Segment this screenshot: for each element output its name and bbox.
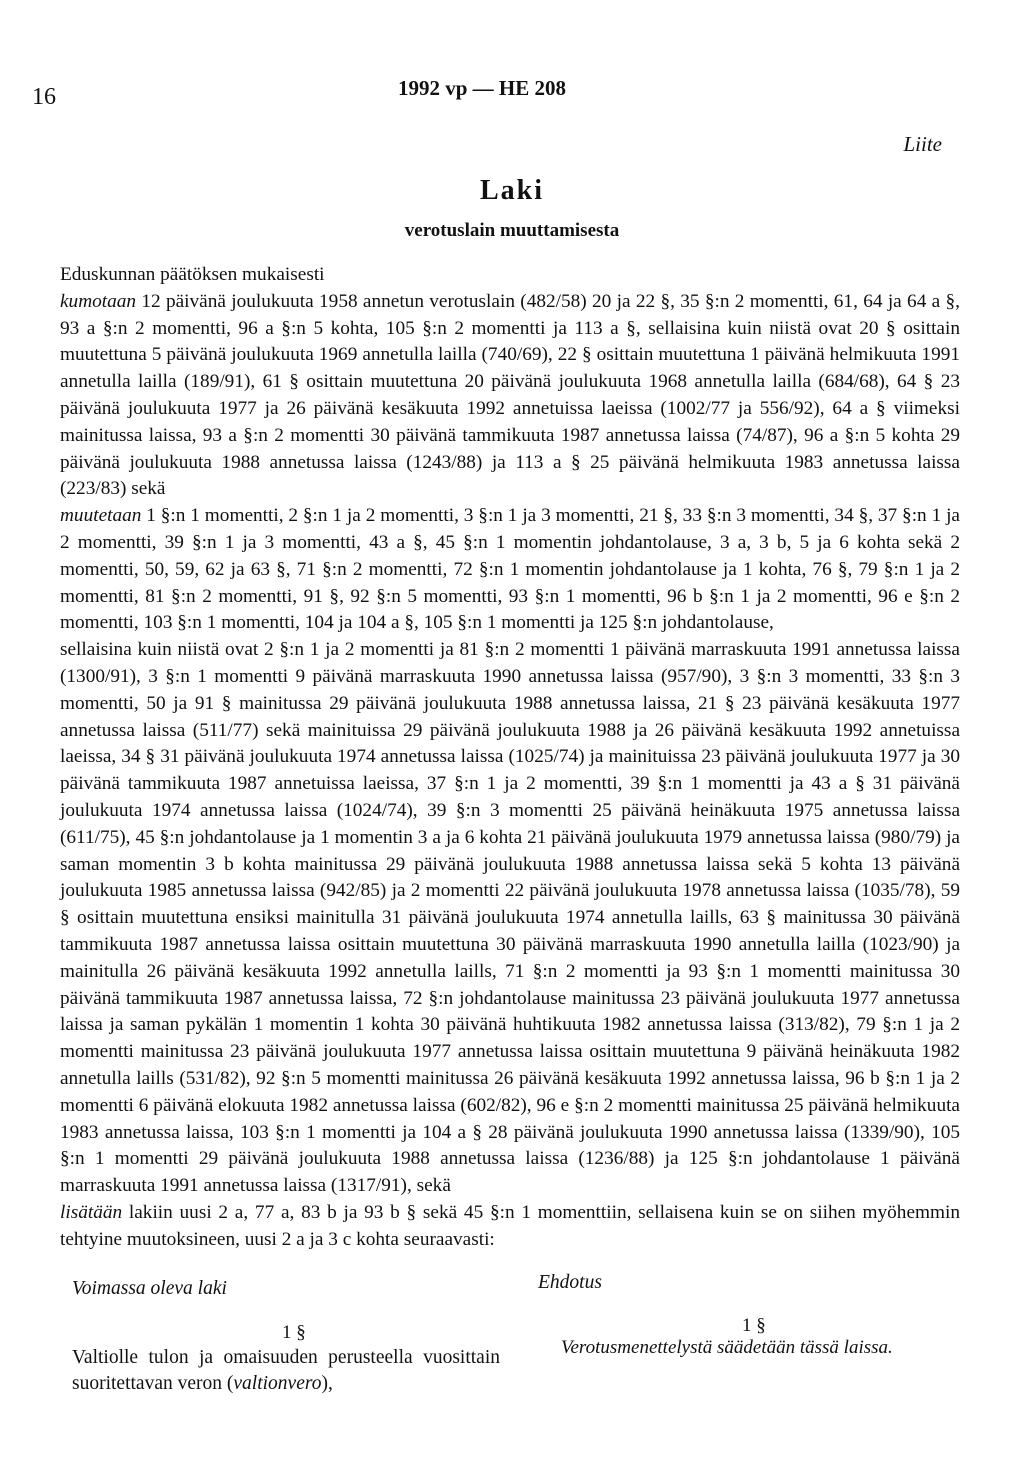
- current-law-text-term: valtionvero: [233, 1373, 322, 1394]
- add-paragraph: [60, 1200, 960, 1254]
- amend-text: 1 §:n 1 momentti, 2 §:n 1 ja 2 momentti, 3 §:n 1 ja 3 momentti, 21 §, 33 §:n 3 momentti, 34 §, 37 §:n 1 ja 2 momentti, 39 §:n 1 ja 3 momentti, 43 a §, 45 §:n 1 momentin johdantolause, 3 a, 3 b, 5 ja 6 kohta sekä 2 momentti, 50, 59, 62 ja 63 §, 71 §:n 2 momentti, 72 §:n 1 momentin johdantolause ja 1 kohta, 76 §, 79 §:n 1 ja 2 momentti, 81 §:n 2 momentti, 91 §, 92 §:n 5 momentti, 93 §:n 1 momentti, 96 b §:n 1 ja 2 momentti, 96 e §:n 2 momentti, 103 §:n 1 momentti, 104 ja 104 a §, 105 §:n 1 momentti ja 125 §:n johdantolause,: [60, 505, 960, 634]
- current-law-section-text: [72, 1345, 500, 1397]
- proposal-section-text: Verotusmenettelystä säädetään tässä laissa.: [561, 1337, 893, 1358]
- intro-paragraph: Eduskunnan päätöksen mukaisesti: [60, 264, 325, 285]
- add-text: lakiin uusi 2 a, 77 a, 83 b ja 93 b § sekä 45 §:n 1 momenttiin, sellaisena kuin se on siihen myöhemmin tehtyine muutoksineen, uusi 2 a ja 3 c kohta seuraavasti:: [60, 1201, 960, 1250]
- amend-paragraph: [60, 503, 960, 637]
- proposal-section-number: 1 §: [742, 1315, 766, 1336]
- current-law-heading: Voimassa oleva laki: [72, 1278, 227, 1299]
- law-title: Laki: [479, 175, 545, 206]
- repeal-keyword: kumotaan: [60, 290, 137, 312]
- current-law-text-start: Valtiolle tulon ja omaisuuden perusteella vuosittain suoritettavan veron (: [72, 1347, 500, 1394]
- law-body: [60, 262, 960, 1253]
- current-law-section-number: 1 §: [282, 1322, 306, 1343]
- add-keyword: lisätään: [60, 1201, 123, 1223]
- annex-label: Liite: [903, 132, 942, 156]
- repeal-text: 12 päivänä joulukuuta 1958 annetun verotuslain (482/58) 20 ja 22 §, 35 §:n 2 momentti, 61, 64 ja 64 a §, 93 a §:n 2 momentti, 96 a §:n 5 kohta, 105 §:n 2 momentti ja 113 a §, sellaisina kuin niistä ovat 20 § osittain muutettuna 5 päivänä joulukuuta 1969 annetulla lailla (740/69), 22 § osittain muutettuna 1 päivänä helmikuuta 1991 annetulla lailla (189/91), 61 § osittain muutettuna 20 päivänä joulukuuta 1968 annetulla lailla (684/68), 64 § 23 päivänä joulukuuta 1977 ja 26 päivänä kesäkuuta 1992 annetuissa laeissa (1002/77 ja 556/92), 64 a § viimeksi mainitussa laissa, 93 a §:n 2 momentti 30 päivänä tammikuuta 1987 annetussa laissa (74/87), 96 a §:n 5 kohta 29 päivänä joulukuuta 1988 annetussa laissa (1243/88) ja 113 a § 25 päivänä helmikuuta 1983 annetussa laissa (223/83) sekä: [60, 290, 960, 500]
- repeal-paragraph: [60, 289, 960, 503]
- amend-keyword: muutetaan: [60, 505, 142, 527]
- amend-continuation-paragraph: sellaisina kuin niistä ovat 2 §:n 1 ja 2 momentti ja 81 §:n 2 momentti 1 päivänä marraskuuta 1991 annetussa laissa (1300/91), 3 §:n 1 momentti 9 päivänä marraskuuta 1990 annetussa laissa (957/90), 3 §:n 3 momentti, 33 §:n 3 momentti, 50 ja 91 § mainitussa 29 päivänä joulukuuta 1988 annetussa laissa, 21 § 23 päivänä kesäkuuta 1977 annetussa laissa (511/77) sekä mainituissa 29 päivänä joulukuuta 1988 ja 26 päivänä kesäkuuta 1992 annetuissa laeissa, 34 § 31 päivänä joulukuuta 1974 annetussa laissa (1025/74) ja mainituissa 23 päivänä joulukuuta 1977 ja 30 päivänä tammikuuta 1987 annetuissa laeissa, 37 §:n 1 ja 2 momentti, 39 §:n 1 momentti ja 43 a § 31 päivänä joulukuuta 1974 annetussa laissa (1024/74), 39 §:n 3 momentti 25 päivänä heinäkuuta 1975 annetussa laissa (611/75), 45 §:n johdantolause ja 1 momentin 3 a ja 6 kohta 21 päivänä joulukuuta 1979 annetussa laissa (980/79) ja saman momentin 3 b kohta mainitussa 29 päivänä joulukuuta 1988 annetussa laissa sekä 5 kohta 13 päivänä joulukuuta 1985 annetussa laissa (942/85) ja 2 momentti 22 päivänä joulukuuta 1978 annetussa laissa (1035/78), 59 § osittain muutettuna ensiksi mainitulla 31 päivänä joulukuuta 1974 annetulla laills, 63 § mainitussa 30 päivänä tammikuuta 1987 annetussa laissa osittain muutettuna 30 päivänä marraskuuta 1990 annetulla lailla (1023/90) ja mainitulla 26 päivänä kesäkuuta 1992 annetulla laills, 71 §:n 2 momentti ja 93 §:n 1 momentti mainitussa 30 päivänä tammikuuta 1987 annetussa laissa, 72 §:n johdantolause mainitussa 23 päivänä joulukuuta 1977 annetussa laissa ja saman pykälän 1 momentin 1 kohta 30 päivänä huhtikuuta 1982 annetussa laissa (313/82), 79 §:n 1 ja 2 momentti mainitussa 23 päivänä joulukuuta 1977 annetussa laissa osittain muutettuna 9 päivänä heinäkuuta 1982 annetulla laills (531/82), 92 §:n 5 momentti mainitussa 26 päivänä kesäkuuta 1992 annetussa laissa, 96 b §:n 1 ja 2 momentti 6 päivänä elokuuta 1982 annetussa laissa (602/82), 96 e §:n 2 momentti mainitussa 25 päivänä helmikuuta 1983 annetussa laissa, 103 §:n 1 momentti ja 104 a § 28 päivänä joulukuuta 1990 annetussa laissa (1339/90), 105 §:n 1 momentti 29 päivänä joulukuuta 1988 annetussa laissa (1236/88) ja 125 §:n johdantolause 1 päivänä marraskuuta 1991 annetussa laissa (1317/91), sekä: [60, 639, 960, 1197]
- law-subtitle: verotuslain muuttamisesta: [404, 220, 620, 241]
- page-number: 16: [32, 84, 56, 110]
- document-header-title: 1992 vp — HE 208: [398, 76, 567, 100]
- proposal-heading: Ehdotus: [538, 1272, 602, 1293]
- current-law-text-end: ),: [321, 1373, 333, 1394]
